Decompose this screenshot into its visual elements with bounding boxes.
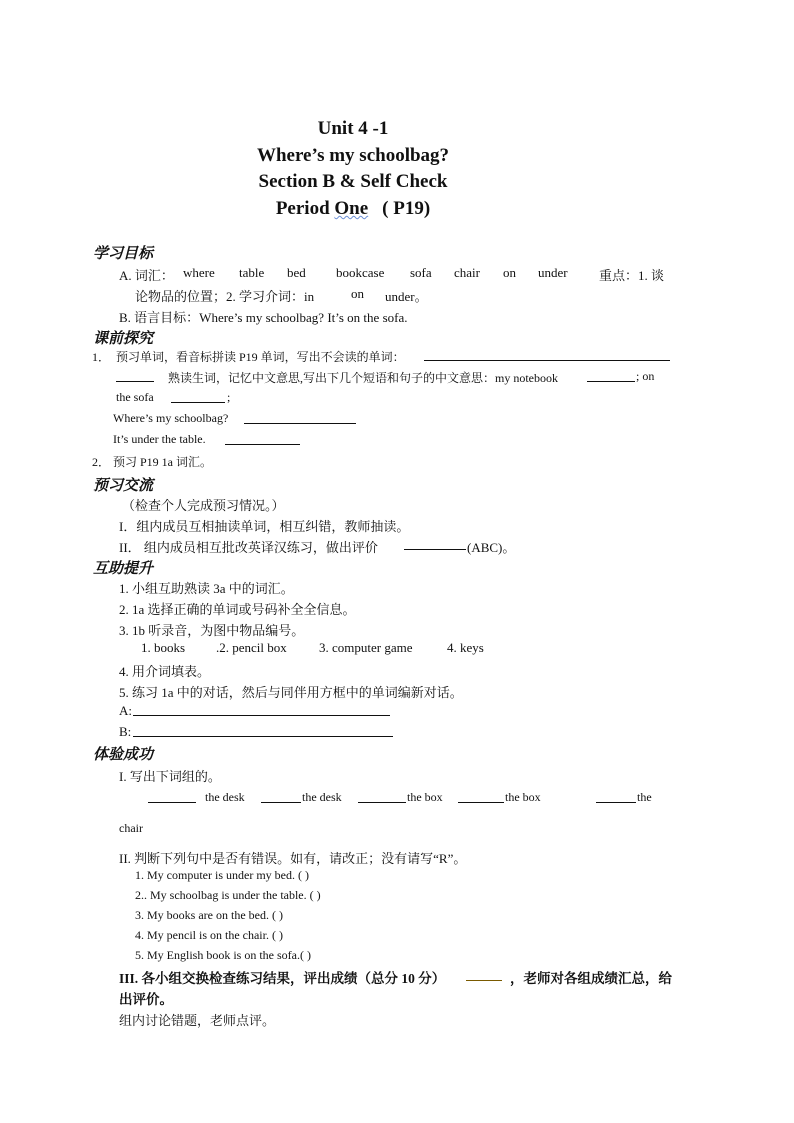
- dialog-b-label: B:: [119, 724, 132, 739]
- blank-phrase-3[interactable]: [358, 791, 406, 803]
- option-books: 1. books: [141, 640, 186, 655]
- sentence-4: 4. My pencil is on the chair. ( ): [135, 928, 283, 942]
- blank-phrase-1[interactable]: [148, 791, 196, 803]
- vocab-bed: bed: [287, 265, 306, 280]
- phrase-4: the box: [505, 790, 541, 804]
- item1-line4: Where’s my schoolbag?: [113, 411, 229, 425]
- item1-line3-tail: ;: [227, 390, 231, 404]
- exchange-line2: I．组内成员互相抽读单词，相互纠错，教师抽读。: [119, 519, 410, 534]
- item1-line2-tail: ; on: [636, 369, 655, 383]
- unit-title: Unit 4 -1: [317, 118, 389, 139]
- option-computer-game: 3. computer game: [319, 640, 413, 655]
- item1-line5: It’s under the table.: [113, 432, 206, 446]
- exchange-line3-tail: (ABC)。: [467, 540, 516, 555]
- heading-mutual-help: 互助提升: [93, 561, 154, 577]
- success-part2: II. 判断下列句中是否有错误。如有，请改正；没有请写“R”。: [119, 851, 467, 866]
- blank-my-notebook[interactable]: [587, 370, 635, 382]
- blank-dialog-b[interactable]: [133, 725, 393, 737]
- item1-line3: the sofa: [116, 390, 154, 404]
- lesson-title: Where’s my schoolbag?: [256, 145, 450, 166]
- vocab-bookcase: bookcase: [336, 265, 385, 280]
- period-page: ( P19): [382, 198, 431, 219]
- blank-evaluation[interactable]: [404, 538, 466, 550]
- blank-phrase-2[interactable]: [261, 791, 301, 803]
- vocab-chair: chair: [454, 265, 480, 280]
- exchange-line3: II． 组内成员相互批改英译汉练习，做出评价: [119, 540, 378, 555]
- success-part3-tail: ，老师对各组成绩汇总，给: [510, 971, 672, 986]
- blank-phrase-4[interactable]: [458, 791, 504, 803]
- option-keys: 4. keys: [447, 640, 484, 655]
- exchange-line1: （检查个人完成预习情况。）: [122, 498, 285, 513]
- goal-focus: 重点：1. 谈: [599, 268, 665, 283]
- period-title: [0, 198, 706, 220]
- item1-number: 1．: [92, 350, 111, 364]
- heading-learning-goals: 学习目标: [93, 246, 154, 262]
- option-pencil-box: .2. pencil box: [216, 640, 287, 655]
- phrase-2: the desk: [302, 790, 342, 804]
- vocab-on: on: [503, 265, 516, 280]
- period-label: Period: [275, 198, 335, 219]
- help-item5: 5. 练习 1a 中的对话，然后与同伴用方框中的单词编新对话。: [119, 685, 463, 700]
- dialog-a-label: A:: [119, 703, 132, 718]
- item1-text: 预习单词，看音标拼读 P19 单词，写出不会读的单词：: [116, 350, 405, 364]
- blank-unknown-words-2[interactable]: [116, 370, 154, 382]
- goal-a-label: A. 词汇：: [119, 268, 174, 283]
- help-item4: 4. 用介词填表。: [119, 664, 211, 679]
- vocab-where: where: [183, 265, 215, 280]
- goal-b: B. 语言目标：Where’s my schoolbag? It’s on the sofa.: [119, 310, 408, 325]
- phrase-1: the desk: [205, 790, 245, 804]
- phrase-3: the box: [407, 790, 443, 804]
- goal-a-line2: 论物品的位置；2. 学习介词：in: [135, 289, 315, 304]
- success-part1: I. 写出下词组的。: [119, 769, 221, 784]
- item1-line2: 熟读生词，记忆中文意思,写出下几个短语和句子的中文意思：my notebook: [168, 371, 558, 385]
- section-title: Section B & Self Check: [258, 171, 448, 192]
- heading-preview-exchange: 预习交流: [93, 478, 154, 494]
- blank-phrase-5[interactable]: [596, 791, 636, 803]
- sentence-2: 2.. My schoolbag is under the table. ( ): [135, 888, 321, 902]
- period-number: One: [334, 198, 369, 219]
- success-part3: III. 各小组交换检查练习结果，评出成绩（总分 10 分）: [119, 971, 446, 986]
- help-item2: 2. 1a 选择正确的单词或号码补全全信息。: [119, 602, 356, 617]
- phrase-5: the: [637, 790, 652, 804]
- blank-score[interactable]: [466, 969, 502, 981]
- sentence-5: 5. My English book is on the sofa.( ): [135, 948, 311, 962]
- help-item1: 1. 小组互助熟读 3a 中的词汇。: [119, 581, 294, 596]
- sentence-3: 3. My books are on the bed. ( ): [135, 908, 283, 922]
- blank-under-table[interactable]: [225, 433, 300, 445]
- heading-experience-success: 体验成功: [93, 747, 154, 763]
- blank-dialog-a[interactable]: [133, 704, 390, 716]
- final-remark: 组内讨论错题，老师点评。: [119, 1013, 276, 1028]
- sentence-1: 1. My computer is under my bed. ( ): [135, 868, 309, 882]
- item2-text: 2． 预习 P19 1a 词汇。: [92, 455, 213, 469]
- goal-a-on: on: [351, 286, 364, 301]
- vocab-table: table: [239, 265, 265, 280]
- help-item3: 3. 1b 听录音，为图中物品编号。: [119, 623, 305, 638]
- phrase-chair: chair: [119, 821, 143, 835]
- blank-on-the-sofa[interactable]: [171, 391, 225, 403]
- blank-wheres-schoolbag[interactable]: [244, 412, 356, 424]
- goal-a-under: under。: [385, 289, 428, 304]
- heading-pre-class: 课前探究: [93, 331, 154, 347]
- vocab-sofa: sofa: [410, 265, 432, 280]
- vocab-under: under: [538, 265, 568, 280]
- success-part3-line2: 出评价。: [119, 992, 173, 1007]
- blank-unknown-words[interactable]: [424, 349, 670, 361]
